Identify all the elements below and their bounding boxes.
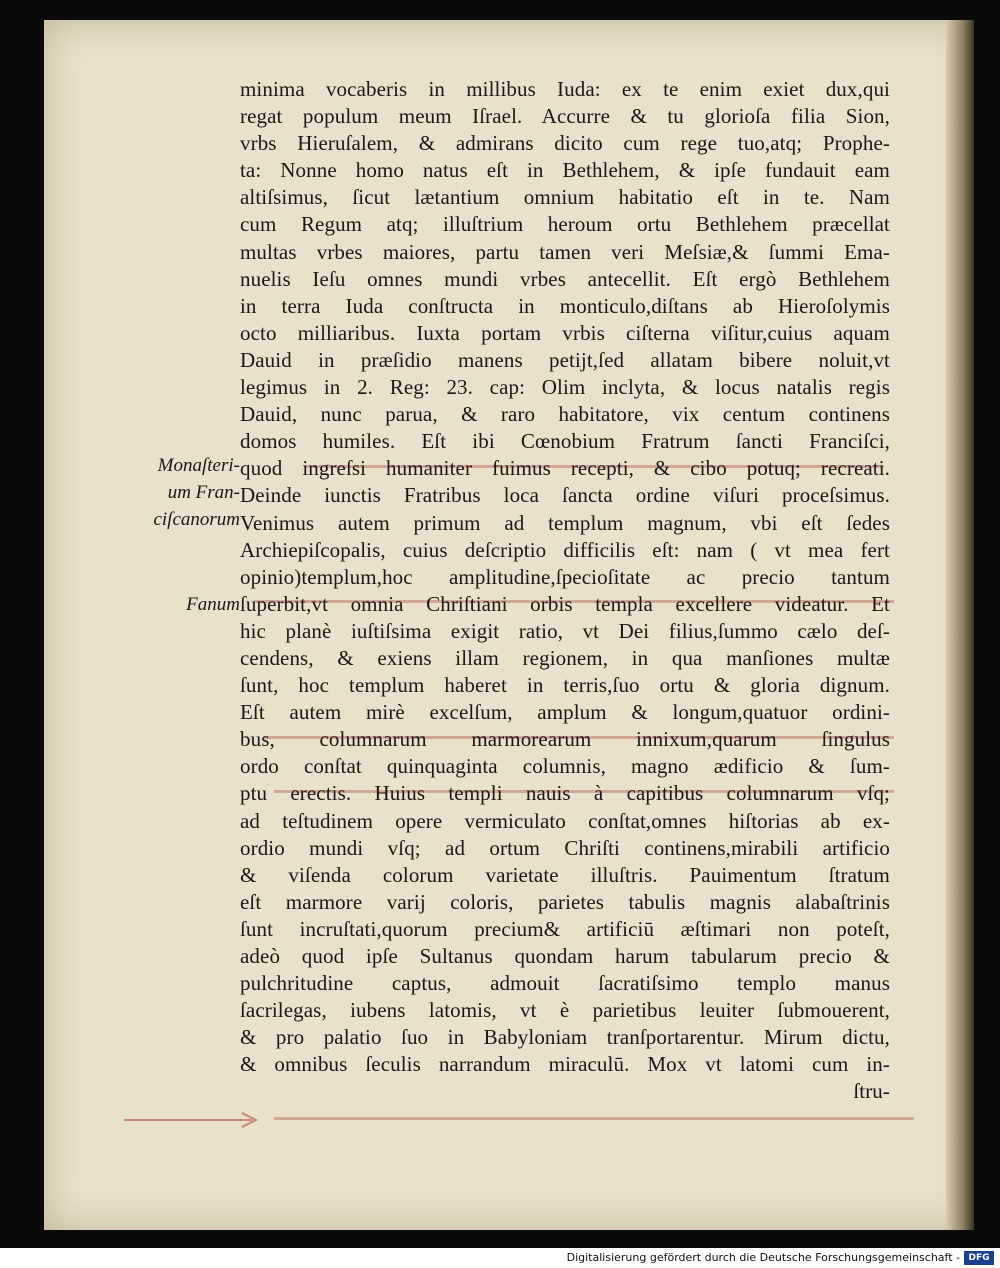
text-line: eſt marmore varij coloris, parietes tabulis magnis alabaſtrinis bbox=[240, 889, 890, 914]
text-line: ptu erectis. Huius templi nauis à capitibus columnarum vſq; bbox=[240, 781, 890, 806]
text-line: cendens, & exiens illam regionem, in qua manſiones multæ bbox=[240, 645, 890, 670]
text-line: Dauid, nunc parua, & raro habitatore, vix centum continens bbox=[240, 402, 890, 427]
margin-note: Fanum bbox=[186, 594, 240, 615]
margin-note: um Fran- bbox=[167, 482, 240, 503]
text-line: ta: Nonne homo natus eſt in Bethlehem, & ipſe fundauit eam bbox=[240, 158, 890, 183]
dfg-logo[interactable]: DFG bbox=[964, 1251, 994, 1265]
text-line: in terra Iuda conſtructa in monticulo,diſtans ab Hieroſolymis bbox=[240, 293, 890, 318]
text-line: ordo conſtat quinquaginta columnis, magno ædificio & ſum- bbox=[240, 754, 890, 779]
text-line: hic planè iuſtiſsima exigit ratio, vt Dei filius,ſummo cælo deſ- bbox=[240, 618, 890, 643]
text-line: cum Regum atq; illuſtrium heroum ortu Bethlehem præcellat bbox=[240, 212, 890, 237]
margin-note: ciſcanorum bbox=[153, 509, 240, 530]
text-line: altiſsimus, ſicut lætantium omnium habitatio eſt in te. Nam bbox=[240, 185, 890, 210]
text-line: ſunt incruſtati,quorum precium& artificiū æſtimari non poteſt, bbox=[240, 916, 890, 941]
text-line: minima vocaberis in millibus Iuda: ex te enim exiet dux,qui bbox=[240, 77, 890, 101]
text-line: ſacrilegas, iubens latomis, vt è parietibus leuiter ſubmouerent, bbox=[240, 998, 890, 1023]
catchword: ſtru- bbox=[853, 1079, 890, 1104]
text-line: nuelis Ieſu omnes mundi vrbes antecellit. Eſt ergò Bethlehem bbox=[240, 266, 890, 291]
margin-note: Monaſteri- bbox=[157, 455, 240, 476]
text-line: Venimus autem primum ad templum magnum, vbi eſt ſedes bbox=[240, 510, 890, 535]
text-line: ſunt, hoc templum haberet in terris,ſuo ortu & gloria dignum. bbox=[240, 673, 890, 698]
footer-bar bbox=[0, 1248, 1000, 1268]
red-mark bbox=[274, 1117, 914, 1120]
page-gutter bbox=[946, 20, 974, 1230]
text-line: ſuperbit,vt omnia Chriſtiani orbis templa excellere videatur. Et bbox=[240, 591, 890, 616]
footer-credit: Digitalisierung gefördert durch die Deutsche Forschungsgemeinschaft - bbox=[566, 1251, 960, 1264]
text-line: ordio mundi vſq; ad ortum Chriſti continens,mirabili artificio bbox=[240, 835, 890, 860]
text-line: Deinde iunctis Fratribus loca ſancta ordine viſuri proceſsimus. bbox=[240, 483, 890, 508]
text-line: adeò quod ipſe Sultanus quondam harum tabularum precio & bbox=[240, 944, 890, 968]
book-page bbox=[44, 20, 974, 1230]
text-line: & viſenda colorum varietate illuſtris. Pauimentum ſtratum bbox=[240, 862, 890, 887]
text-line: vrbs Hieruſalem, & admirans dicito cum rege tuo,atq; Prophe- bbox=[240, 131, 890, 156]
text-line: & omnibus ſeculis narrandum miraculū. Mox vt latomi cum in- bbox=[240, 1052, 890, 1077]
text-line: ad teſtudinem opere vermiculato conſtat,omnes hiſtorias ab ex- bbox=[240, 808, 890, 833]
text-line: octo milliaribus. Iuxta portam vrbis ciſterna viſitur,cuius aquam bbox=[240, 320, 890, 345]
body-text bbox=[240, 76, 890, 1106]
text-line: Archiepiſcopalis, cuius deſcriptio difficilis eſt: nam ( vt mea fert bbox=[240, 537, 890, 562]
text-line: multas vrbes maiores, partu tamen veri Meſsiæ,& ſummi Ema- bbox=[240, 239, 890, 264]
text-line: pulchritudine captus, admouit ſacratiſsimo templo manus bbox=[240, 971, 890, 996]
text-line: quod ingreſsi humaniter fuimus recepti, & cibo potuq; recreati. bbox=[240, 456, 890, 481]
text-line: Eſt autem mirè excelſum, amplum & longum,quatuor ordini- bbox=[240, 700, 890, 725]
text-line: bus, columnarum marmorearum innixum,quarum ſingulus bbox=[240, 727, 890, 752]
red-arrow-icon bbox=[124, 1110, 264, 1130]
text-line: opinio)templum,hoc amplitudine,ſpecioſitate ac precio tantum bbox=[240, 564, 890, 589]
text-line: regat populum meum Iſrael. Accurre & tu glorioſa filia Sion, bbox=[240, 104, 890, 129]
text-line: Dauid in præſidio manens petijt,ſed allatam bibere noluit,vt bbox=[240, 347, 890, 372]
text-line: domos humiles. Eſt ibi Cœnobium Fratrum ſancti Franciſci, bbox=[240, 429, 890, 454]
text-line: & pro palatio ſuo in Babyloniam tranſportarentur. Mirum dictu, bbox=[240, 1025, 890, 1050]
text-line: legimus in 2. Reg: 23. cap: Olim inclyta, & locus natalis regis bbox=[240, 375, 890, 400]
